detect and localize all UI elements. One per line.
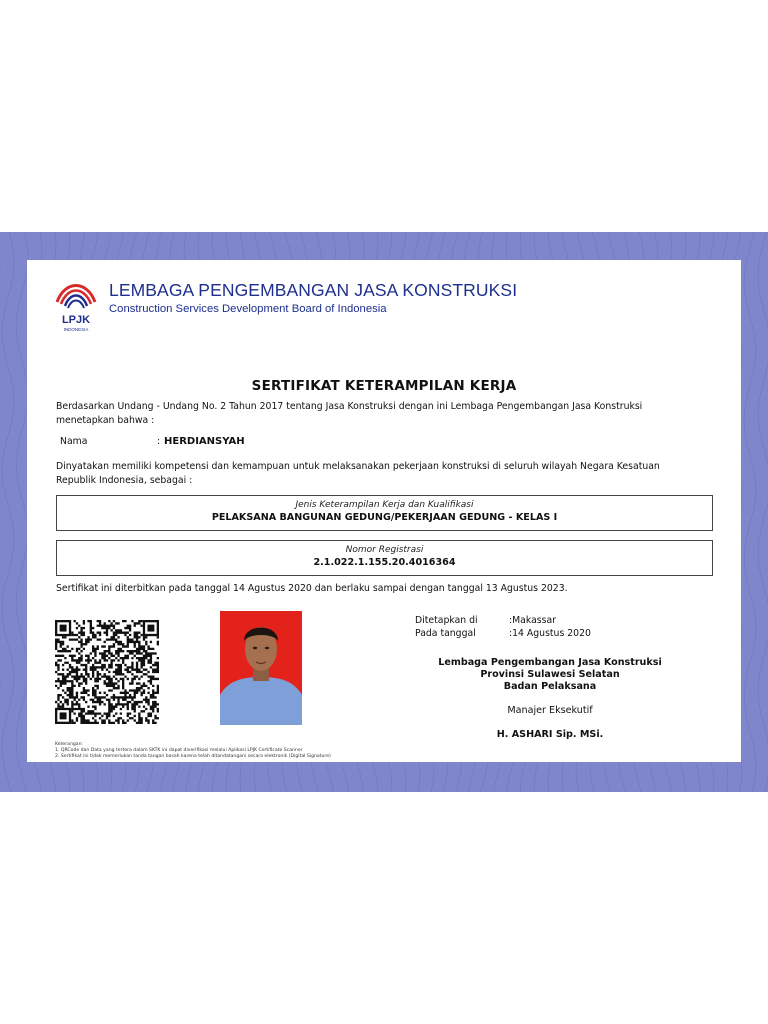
issuer-line-1: Lembaga Pengembangan Jasa Konstruksi xyxy=(438,657,662,668)
validity-text: Sertifikat ini diterbitkan pada tanggal 14 Agustus 2020 dan berlaku sampai dengan tanggal 13 Agustus 2023. xyxy=(56,583,568,594)
logo-text: LPJK xyxy=(61,314,91,326)
note-item: 2. Sertifikat ini tidak memerlukan tanda tangan basah karena telah ditandatangani secara elektronik (Digital Signature) xyxy=(55,754,331,759)
qr-code xyxy=(55,620,159,724)
name-separator: : xyxy=(157,436,161,447)
name-label: Nama xyxy=(60,436,88,447)
holder-name: HERDIANSYAH xyxy=(164,436,245,447)
registration-number: 2.1.022.1.155.20.4016364 xyxy=(313,557,456,568)
signatory-name: H. ASHARI Sip. MSi. xyxy=(496,729,604,740)
certificate-body xyxy=(27,260,741,762)
date-value: :14 Agustus 2020 xyxy=(509,628,591,639)
portrait-image xyxy=(220,611,302,725)
qr-finder-pattern xyxy=(55,620,71,636)
qualification-label: Jenis Keterampilan Kerja dan Kualifikasi xyxy=(295,500,474,510)
notes xyxy=(55,742,331,760)
place-label: Ditetapkan di xyxy=(415,615,478,626)
note-item: 1. QRCode dan Data yang tertera dalam SKTK ini dapat diverifikasi melalui Aplikasi LPJK Certificate Scanner xyxy=(55,748,303,753)
logo-country: INDONESIA xyxy=(63,327,89,332)
qualification-box xyxy=(56,495,713,531)
place-value: :Makassar xyxy=(509,615,556,626)
lpjk-logo xyxy=(51,274,101,334)
issuer-line-2: Provinsi Sulawesi Selatan xyxy=(480,669,620,680)
registration-label: Nomor Registrasi xyxy=(345,545,424,555)
issuer-line-3: Badan Pelaksana xyxy=(503,681,597,692)
statement-text: Dinyatakan memiliki kompetensi dan kemampuan untuk melaksanakan pekerjaan konstruksi di seluruh wilayah Negara Kesatuan Republik Indonesia, sebagai : xyxy=(56,461,660,486)
registration-box xyxy=(56,540,713,576)
qualification-value: PELAKSANA BANGUNAN GEDUNG/PEKERJAAN GEDUNG - KELAS I xyxy=(211,512,558,523)
org-name: LEMBAGA PENGEMBANGAN JASA KONSTRUKSI xyxy=(109,280,518,300)
signatory-position: Manajer Eksekutif xyxy=(507,705,593,716)
intro-text: Berdasarkan Undang - Undang No. 2 Tahun 2017 tentang Jasa Konstruksi dengan ini Lembaga Pengembangan Jasa Konstruksi menetapkan bahwa : xyxy=(56,401,643,426)
org-subtitle: Construction Services Development Board of Indonesia xyxy=(109,303,387,315)
certificate xyxy=(0,232,768,792)
holder-photo xyxy=(220,611,302,725)
date-label: Pada tanggal xyxy=(415,628,476,639)
notes-heading: Keterangan: xyxy=(55,742,84,747)
qr-finder-pattern xyxy=(55,708,71,724)
qr-finder-pattern xyxy=(143,620,159,636)
certificate-title: SERTIFIKAT KETERAMPILAN KERJA xyxy=(251,378,517,394)
